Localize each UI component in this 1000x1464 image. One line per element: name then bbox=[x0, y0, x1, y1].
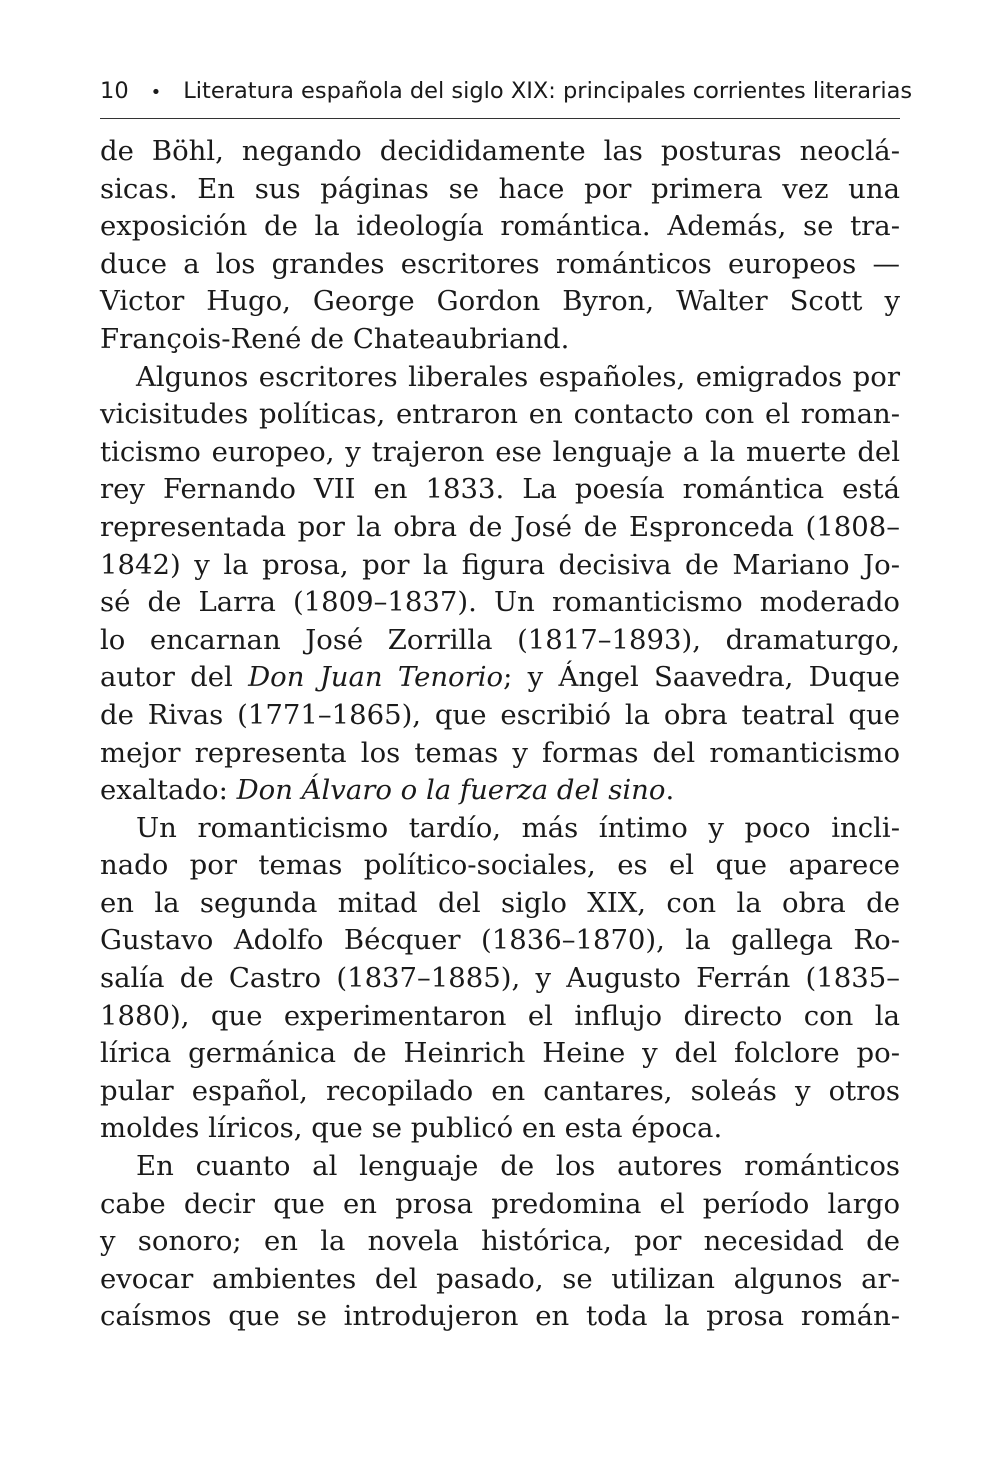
header-bullet: • bbox=[150, 82, 162, 103]
text-line: salía de Castro (1837–1885), y Augusto Ferrán (1835– bbox=[100, 962, 900, 995]
line-text: exaltado: bbox=[100, 774, 237, 807]
paragraph-first-line: En cuanto al lenguaje de los autores románticos bbox=[136, 1150, 900, 1183]
text-line: Victor Hugo, George Gordon Byron, Walter Scott y bbox=[100, 285, 900, 318]
text-line: 1880), que experimentaron el influjo directo con la bbox=[100, 999, 900, 1032]
line-text: . bbox=[665, 774, 675, 807]
text-line: mejor representa los temas y formas del romanticismo bbox=[100, 736, 900, 769]
text-line: 1842) y la prosa, por la figura decisiva de Mariano Jo- bbox=[100, 548, 900, 581]
paragraph-first-line: Algunos escritores liberales españoles, emigrados por bbox=[136, 360, 900, 393]
running-header bbox=[100, 78, 913, 119]
line-text: autor del bbox=[100, 661, 249, 694]
text-line: lírica germánica de Heinrich Heine y del folclore po- bbox=[100, 1037, 900, 1070]
text-line: moldes líricos, que se publicó en esta época. bbox=[100, 1112, 723, 1145]
text-line: pular español, recopilado en cantares, soleás y otros bbox=[100, 1074, 900, 1107]
text-line: Gustavo Adolfo Bécquer (1836–1870), la gallega Ro- bbox=[100, 924, 900, 957]
text-line: en la segunda mitad del siglo XIX, con la obra de bbox=[100, 886, 900, 919]
text-line: cabe decir que en prosa predomina el período largo bbox=[100, 1187, 900, 1220]
text-line: lo encarnan José Zorrilla (1817–1893), dramaturgo, bbox=[100, 623, 900, 656]
text-line: evocar ambientes del pasado, se utilizan algunos ar- bbox=[100, 1262, 900, 1295]
text-line: rey Fernando VII en 1833. La poesía romántica está bbox=[100, 473, 900, 506]
page-number: 10 bbox=[100, 78, 129, 104]
text-line: de Rivas (1771–1865), que escribió la obra teatral que bbox=[100, 698, 900, 731]
text-line: caísmos que se introdujeron en toda la prosa román- bbox=[100, 1300, 900, 1333]
text-line: representada por la obra de José de Espronceda (1808– bbox=[100, 510, 900, 543]
paragraph-first-line: Un romanticismo tardío, más íntimo y poco incli- bbox=[136, 811, 900, 844]
text-line: sicas. En sus páginas se hace por primera vez una bbox=[100, 172, 900, 205]
running-title: Literatura española del siglo XIX: principales corrientes literarias bbox=[183, 78, 913, 104]
text-line-with-title bbox=[100, 659, 900, 697]
body-text bbox=[100, 133, 900, 1336]
text-line: exposición de la ideología romántica. Además, se tra- bbox=[100, 210, 900, 243]
text-line: duce a los grandes escritores románticos europeos — bbox=[100, 247, 900, 280]
text-line: François-René de Chateaubriand. bbox=[100, 322, 570, 355]
text-line: sé de Larra (1809–1837). Un romanticismo moderado bbox=[100, 586, 900, 619]
document-page bbox=[100, 78, 913, 1336]
work-title: Don Juan Tenorio bbox=[248, 661, 504, 694]
line-text: ; y Ángel Saavedra, Duque bbox=[503, 661, 901, 694]
text-line: ticismo europeo, y trajeron ese lenguaje a la muerte del bbox=[100, 435, 900, 468]
text-line: nado por temas político-sociales, es el que aparece bbox=[100, 849, 900, 882]
text-line: vicisitudes políticas, entraron en contacto con el roman- bbox=[100, 398, 900, 431]
work-title: Don Álvaro o la fuerza del sino bbox=[236, 774, 666, 807]
text-line-with-title bbox=[100, 772, 900, 810]
text-line: y sonoro; en la novela histórica, por necesidad de bbox=[100, 1225, 900, 1258]
text-line: de Böhl, negando decididamente las posturas neoclá- bbox=[100, 135, 900, 167]
